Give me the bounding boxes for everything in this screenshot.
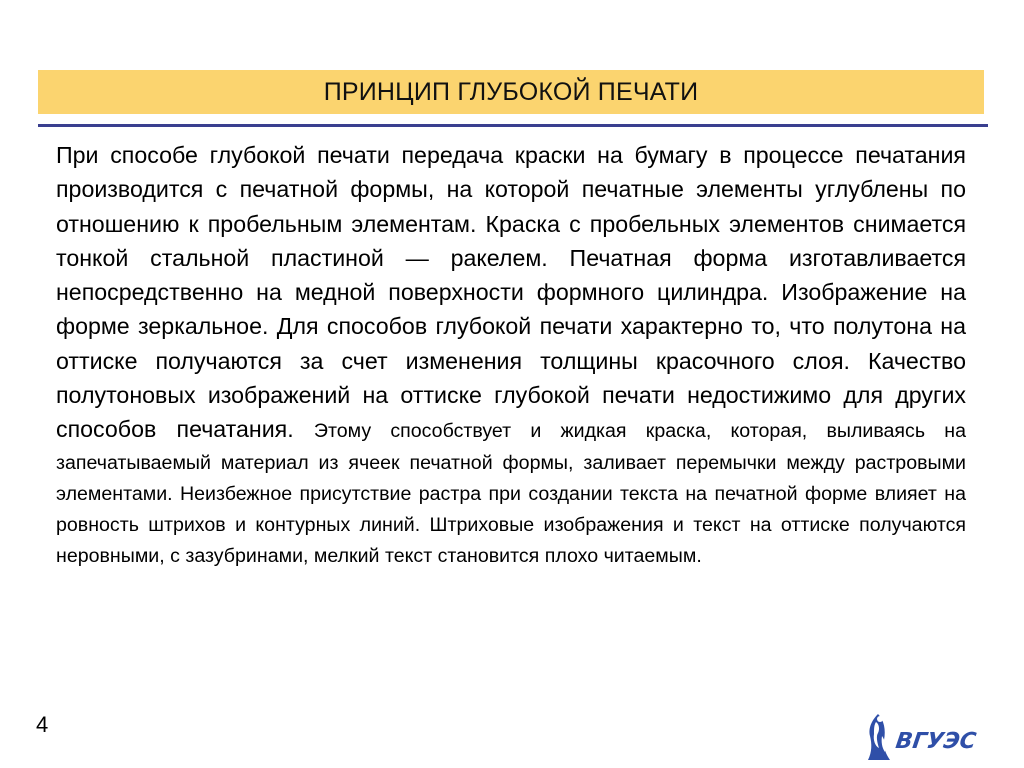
body-text-main: При способе глубокой печати передача краски на бумагу в процессе печатания производится с печатной формы, на которой печатные элементы углублены по отношению к пробельным элементам. Краска с пробельных элементов снимается тонкой стальной пластиной — ракелем. Печатная форма изготавливается непосредственно на медной поверхности формного цилиндра. Изображение на форме зеркальное. Для способов глубокой печати характерно то, что полутона на оттиске получаются за счет изменения толщины красочного слоя. Качество полутоновых изображений на оттиске глубокой печати недостижимо для других способов печатания. <box>56 142 966 443</box>
vguess-logo <box>864 712 988 762</box>
body-text <box>56 138 966 572</box>
body-text-continuation: Этому способствует и жидкая краска, которая, выливаясь на запечатываемый материал из ячеек печатной формы, заливает перемычки между растровыми элементами. Неизбежное присутствие растра при создании текста на печатной форме влияет на ровность штрихов и контурных линий. Штриховые изображения и текст на оттиске получаются неровными, с зазубринами, мелкий текст становится плохо читаемым. <box>56 420 966 568</box>
slide-title: ПРИНЦИП ГЛУБОКОЙ ПЕЧАТИ <box>323 77 699 106</box>
title-bar <box>38 70 984 114</box>
page-number: 4 <box>36 712 49 737</box>
statue-emblem-icon <box>868 714 890 760</box>
title-divider <box>38 124 988 127</box>
logo-text: ВГУЭС <box>894 728 978 754</box>
